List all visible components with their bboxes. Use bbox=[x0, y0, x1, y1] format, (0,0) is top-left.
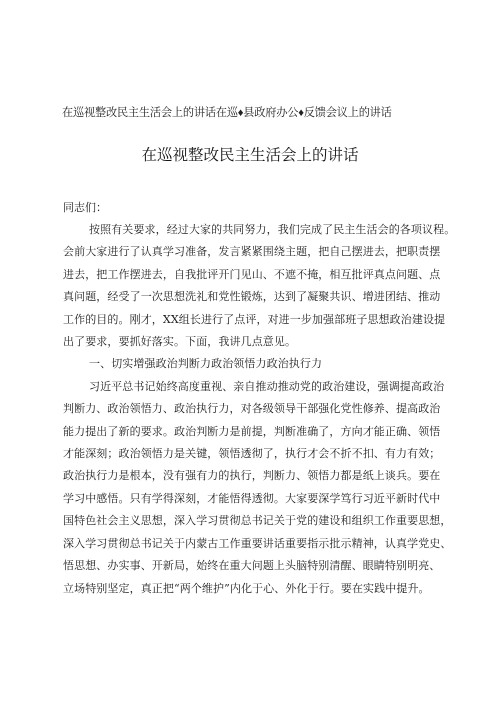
document-body bbox=[63, 219, 456, 600]
document-header: 在巡视整改民主生活会上的讲话在巡♦县政府办公♦反馈会议上的讲话 bbox=[62, 107, 392, 119]
paragraph-line: 深入学习贯彻总书记关于内蒙古工作重要讲话重要指示批示精神，认真学党史、 bbox=[63, 536, 452, 550]
paragraph-line: 习近平总书记始终高度重视、亲自推动推动党的政治建设，强调提高政治 bbox=[89, 379, 445, 393]
paragraph-line: 国特色社会主义思想，深入学习贯彻总书记关于党的建设和组织工作重要思想， bbox=[63, 514, 452, 528]
paragraph-line: 学习中感悟。只有学得深刻，才能悟得透彻。大家要深学笃行习近平新时代中 bbox=[63, 491, 441, 505]
paragraph-line: 进去，把工作摆进去，自我批评开门见山、不遮不掩，相互批评真点问题、点 bbox=[63, 267, 441, 281]
paragraph-line: 真问题，经受了一次思想洗礼和党性锻炼，达到了凝聚共识、增进团结、推动 bbox=[63, 290, 441, 304]
paragraph-line: 按照有关要求，经过大家的共同努力，我们完成了民主生活会的各项议程。 bbox=[89, 223, 456, 236]
paragraph-line: 工作的目的。刚才，XX组长进行了点评，对进一步加强部班子思想政治建设提 bbox=[63, 312, 446, 326]
salutation: 同志们： bbox=[63, 201, 107, 214]
paragraph-line: 悟思想、办实事、开新局，始终在重大问题上头脑特别清醒、眼睛特别明亮、 bbox=[63, 559, 441, 573]
paragraph-line: 立场特别坚定，真正把“两个维护”内化于心、外化于行。要在实践中提升。 bbox=[63, 581, 430, 595]
paragraph-line: 判断力、政治领悟力、政治执行力，对各级领导干部强化党性修养、提高政治 bbox=[63, 402, 441, 416]
document-title: 在巡视整改民主生活会上的讲话 bbox=[141, 147, 359, 164]
section-heading: 一、切实增强政治判断力政治领悟力政治执行力 bbox=[89, 357, 323, 371]
paragraph-line: 能力提出了新的要求。政治判断力是前提，判断准确了，方向才能正确、领悟 bbox=[63, 424, 441, 438]
paragraph-line: 出了要求，要抓好落实。下面，我讲几点意见。 bbox=[63, 335, 297, 349]
paragraph-line: 才能深刻；政治领悟力是关键，领悟透彻了，执行才会不折不扣、有力有效； bbox=[63, 447, 441, 461]
paragraph-line: 会前大家进行了认真学习准备，发言紧紧围绕主题，把自己摆进去，把职责摆 bbox=[63, 245, 441, 259]
paragraph-line: 政治执行力是根本，没有强有力的执行，判断力、领悟力都是纸上谈兵。要在 bbox=[63, 469, 441, 483]
